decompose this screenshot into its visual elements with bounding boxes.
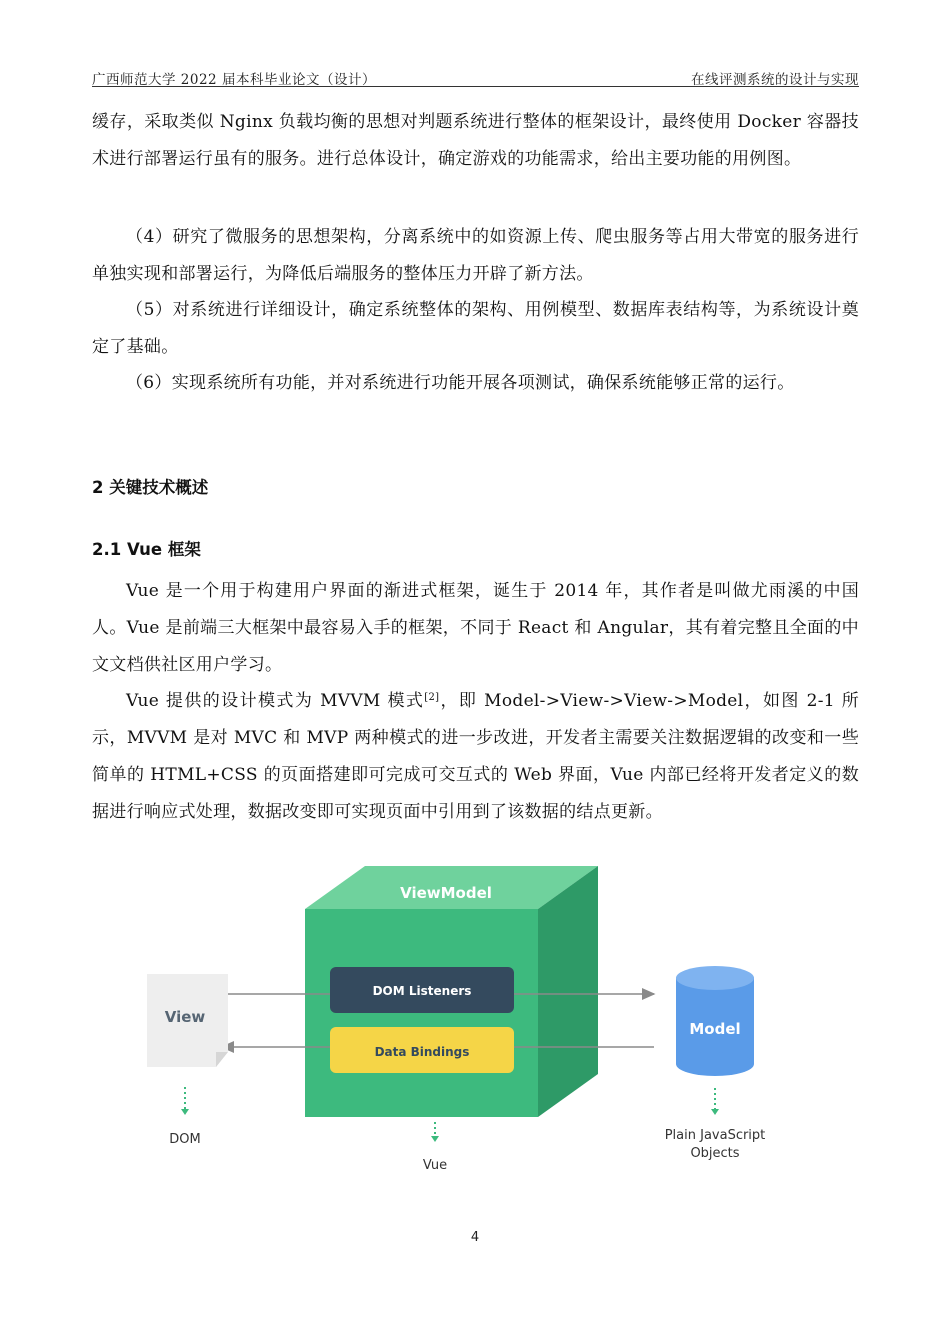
mvvm-figure: [138, 862, 778, 1182]
header-paper-title: 在线评测系统的设计与实现: [691, 72, 859, 88]
paragraph-caching: 缓存，采取类似 Nginx 负载均衡的思想对判题系统进行整体的框架设计，最终使用 Docker 容器技术进行部署运行虽有的服务。进行总体设计，确定游戏的功能需求，给出主要功能的用例图。: [92, 112, 859, 169]
view-label: View: [164, 1008, 206, 1026]
viewmodel-cube-side: [538, 866, 598, 1117]
plain-js-label-line1: Plain JavaScript: [664, 1128, 766, 1143]
citation-ref: [2]: [424, 692, 440, 703]
dom-label: DOM: [169, 1132, 201, 1147]
view-document-fold: [216, 1052, 228, 1067]
vue-label: Vue: [422, 1158, 448, 1173]
subsection-heading: 2.1 Vue 框架: [92, 540, 201, 559]
data-bindings-label: Data Bindings: [374, 1045, 470, 1059]
header-rule: [92, 86, 859, 87]
mvvm-diagram: [138, 862, 778, 1182]
view-to-dom-arrowhead: [181, 1109, 189, 1115]
page-number: 4: [470, 1230, 480, 1245]
dom-listeners-label: DOM Listeners: [372, 984, 472, 998]
paragraph-item-4: （4）研究了微服务的思想架构，分离系统中的如资源上传、爬虫服务等占用大带宽的服务进行单独实现和部署运行，为降低后端服务的整体压力开辟了新方法。: [92, 227, 859, 284]
paragraph-vue-intro: Vue 是一个用于构建用户界面的渐进式框架，诞生于 2014 年，其作者是叫做尤雨溪的中国人。Vue 是前端三大框架中最容易入手的框架，不同于 React 和 Angular，其有着完整且全面的中文文档供社区用户学习。: [92, 581, 859, 675]
plain-js-label-line2: Objects: [690, 1146, 740, 1161]
paragraph-item-5: （5）对系统进行详细设计，确定系统整体的架构、用例模型、数据库表结构等，为系统设计奠定了基础。: [92, 300, 859, 357]
paragraph-mvvm: [92, 683, 859, 831]
header-thesis-title: 广西师范大学 2022 届本科毕业论文（设计）: [92, 72, 376, 88]
model-label: Model: [689, 1020, 741, 1038]
paragraph-item-6: （6）实现系统所有功能，并对系统进行功能开展各项测试，确保系统能够正常的运行。: [126, 373, 795, 393]
model-to-objects-arrowhead: [711, 1109, 719, 1115]
running-header: [92, 64, 859, 86]
viewmodel-to-vue-arrowhead: [431, 1136, 439, 1142]
mvvm-text-rest: ，即 Model->View->View->Model，如图 2-1 所示，MVVM 是对 MVC 和 MVP 两种模式的进一步改进，开发者主需要关注数据逻辑的改变和一些简单的 HTML+CSS 的页面搭建即可完成可交互式的 Web 界面，Vue 内部已经将开发者定义的数据进行响应式处理，数据改变即可实现页面中引用到了该数据的结点更新。: [92, 691, 859, 822]
viewmodel-label: ViewModel: [400, 884, 492, 902]
mvvm-text-start: Vue 提供的设计模式为 MVVM 模式: [126, 691, 425, 711]
section-heading: 2 关键技术概述: [92, 478, 209, 497]
